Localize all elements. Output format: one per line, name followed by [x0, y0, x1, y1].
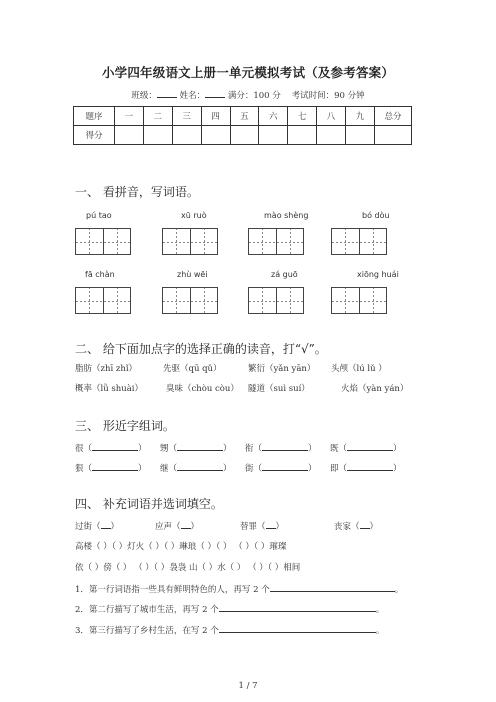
page-title: 小学四年级语文上册一单元模拟考试（及参考答案） — [101, 65, 395, 80]
item-text: 替罪（ — [240, 522, 266, 532]
score-cell: 九 — [346, 107, 375, 126]
word-group-item — [75, 461, 147, 474]
writing-grid[interactable] — [331, 228, 387, 255]
pinyin-label: xū ruò — [181, 211, 207, 220]
section-3-title: 三、 形近字组词。 — [75, 419, 175, 433]
item-char: 狠（ — [75, 464, 93, 474]
pinyin-label: zá guō — [271, 270, 298, 279]
item-char: 既（ — [330, 444, 348, 454]
score-cell: 一 — [115, 107, 144, 126]
score-cell: 二 — [143, 107, 172, 126]
score-input-cell[interactable] — [346, 126, 375, 145]
item-text: 应声（ — [155, 522, 181, 532]
close-paren: ） — [138, 444, 147, 454]
fill-line[interactable]: 高楼（ ）（ ）灯火（ ）（ ）琳琅（ ）（ ） （ ）（ ）璀璨 — [75, 542, 287, 552]
close-paren: ） — [393, 444, 402, 454]
class-label: 班级： — [131, 91, 157, 101]
item-char: 街（ — [245, 464, 263, 474]
score-cell: 总分 — [375, 107, 412, 126]
answer-blank[interactable] — [101, 519, 111, 529]
item-text: 过街（ — [75, 522, 101, 532]
close-paren: ） — [110, 522, 120, 532]
score-table — [73, 106, 412, 145]
writing-grid[interactable] — [331, 287, 387, 314]
close-paren: ） — [369, 522, 379, 532]
answer-blank[interactable] — [347, 441, 393, 451]
question-2 — [75, 602, 384, 615]
name-blank — [205, 88, 225, 98]
page-number: 1 / 7 — [238, 681, 258, 691]
score-input-cell[interactable] — [230, 126, 259, 145]
close-paren: ） — [308, 464, 317, 474]
pinyin-label: fā chàn — [85, 270, 115, 279]
word-group-item — [330, 461, 402, 474]
question-text: 1．第一行词语指一些具有鲜明特色的人，再写 2 个 — [75, 585, 270, 595]
name-label: 姓名： — [179, 91, 206, 101]
answer-blank[interactable] — [181, 519, 191, 529]
score-cell: 八 — [317, 107, 346, 126]
pinyin-label: mào shèng — [264, 211, 309, 220]
word-group-item — [160, 461, 232, 474]
score-cell: 题序 — [74, 107, 115, 126]
answer-blank[interactable] — [177, 461, 223, 471]
reading-choice[interactable]: 先驱（qū qǔ） — [163, 364, 222, 374]
writing-grid[interactable] — [75, 287, 131, 314]
reading-choice[interactable]: 繁衍（yǎn yān） — [248, 364, 316, 374]
section-1-title: 一、 看拼音，写词语。 — [75, 185, 199, 199]
word-group-item — [245, 441, 317, 454]
item-text: 丧家（ — [334, 522, 360, 532]
score-input-cell[interactable] — [172, 126, 201, 145]
score-cell: 五 — [230, 107, 259, 126]
close-paren: ） — [138, 464, 147, 474]
writing-grid[interactable] — [248, 287, 304, 314]
word-group-item — [245, 461, 317, 474]
score-input-cell[interactable] — [259, 126, 288, 145]
word-group-item — [75, 441, 147, 454]
score-input-cell[interactable] — [143, 126, 172, 145]
score-input-cell[interactable] — [115, 126, 144, 145]
writing-grid[interactable] — [75, 228, 131, 255]
score-cell: 四 — [201, 107, 230, 126]
reading-choice[interactable]: 臭味（chòu còu） — [166, 384, 239, 394]
answer-line[interactable] — [219, 602, 376, 612]
score-input-cell[interactable] — [317, 126, 346, 145]
answer-blank[interactable] — [262, 461, 308, 471]
writing-grid[interactable] — [248, 228, 304, 255]
item-char: 即（ — [330, 464, 348, 474]
close-paren: ） — [223, 444, 232, 454]
writing-grid[interactable] — [162, 228, 218, 255]
word-group-item — [160, 441, 232, 454]
word-group-item — [330, 441, 402, 454]
reading-choice[interactable]: 火焰（yàn yán） — [341, 384, 409, 394]
score-table-row — [74, 126, 412, 145]
answer-blank[interactable] — [92, 461, 138, 471]
fill-item — [334, 519, 378, 532]
section-2-title: 二、 给下面加点字的选择正确的读音，打“√”。 — [75, 342, 327, 356]
reading-choice[interactable]: 隧道（suì suí） — [248, 384, 310, 394]
pinyin-label: xiōng huái — [357, 270, 399, 279]
close-paren: ） — [223, 464, 232, 474]
fill-line[interactable]: 依（ ）傍（ ） （ ）（ ）袅袅 山（ ）水（ ） （ ）（ ）相间 — [75, 563, 301, 573]
close-paren: ） — [275, 522, 285, 532]
answer-blank[interactable] — [262, 441, 308, 451]
class-blank — [157, 88, 177, 98]
item-char: 甥（ — [160, 444, 178, 454]
answer-line[interactable] — [270, 582, 395, 592]
section-4-title: 四、 补充词语并选词填空。 — [75, 497, 223, 511]
score-label: 满分：100 分 — [227, 91, 281, 101]
writing-grid[interactable] — [162, 287, 218, 314]
fill-item — [155, 519, 199, 532]
close-paren: ） — [190, 522, 200, 532]
answer-blank[interactable] — [177, 441, 223, 451]
close-paren: ） — [393, 464, 402, 474]
time-label: 考试时间：90 分钟 — [291, 91, 365, 101]
pinyin-label: bó dòu — [362, 211, 390, 220]
reading-choice[interactable]: 概率（lǜ shuài） — [75, 384, 143, 394]
score-input-cell[interactable] — [288, 126, 317, 145]
question-1 — [75, 582, 403, 595]
period: 。 — [394, 585, 404, 595]
answer-blank[interactable] — [360, 519, 370, 529]
reading-choice[interactable]: 脂肪（zhī zhǐ） — [75, 364, 138, 374]
answer-blank[interactable] — [266, 519, 276, 529]
item-char: 很（ — [75, 444, 93, 454]
question-text: 2．第二行描写了城市生活，再写 2 个 — [75, 605, 219, 615]
pinyin-label: pú tao — [86, 211, 112, 220]
score-input-cell[interactable] — [201, 126, 230, 145]
score-row-label: 得分 — [74, 126, 115, 145]
question-text: 3．第三行描写了乡村生活，在写 2 个 — [75, 626, 219, 636]
answer-blank[interactable] — [92, 441, 138, 451]
period: 。 — [375, 605, 385, 615]
fill-item — [240, 519, 284, 532]
score-table-header — [74, 107, 412, 126]
period: 。 — [375, 626, 385, 636]
score-cell: 六 — [259, 107, 288, 126]
answer-line[interactable] — [219, 623, 376, 633]
reading-choice[interactable]: 头颅（lú lǔ ） — [331, 364, 387, 374]
pinyin-label: zhù wēi — [177, 270, 208, 279]
exam-info — [0, 88, 496, 101]
fill-item — [75, 519, 119, 532]
close-paren: ） — [308, 444, 317, 454]
item-char: 衔（ — [245, 444, 263, 454]
score-cell: 三 — [172, 107, 201, 126]
item-char: 继（ — [160, 464, 178, 474]
answer-blank[interactable] — [347, 461, 393, 471]
question-3 — [75, 623, 384, 636]
score-cell: 七 — [288, 107, 317, 126]
score-input-cell[interactable] — [375, 126, 412, 145]
